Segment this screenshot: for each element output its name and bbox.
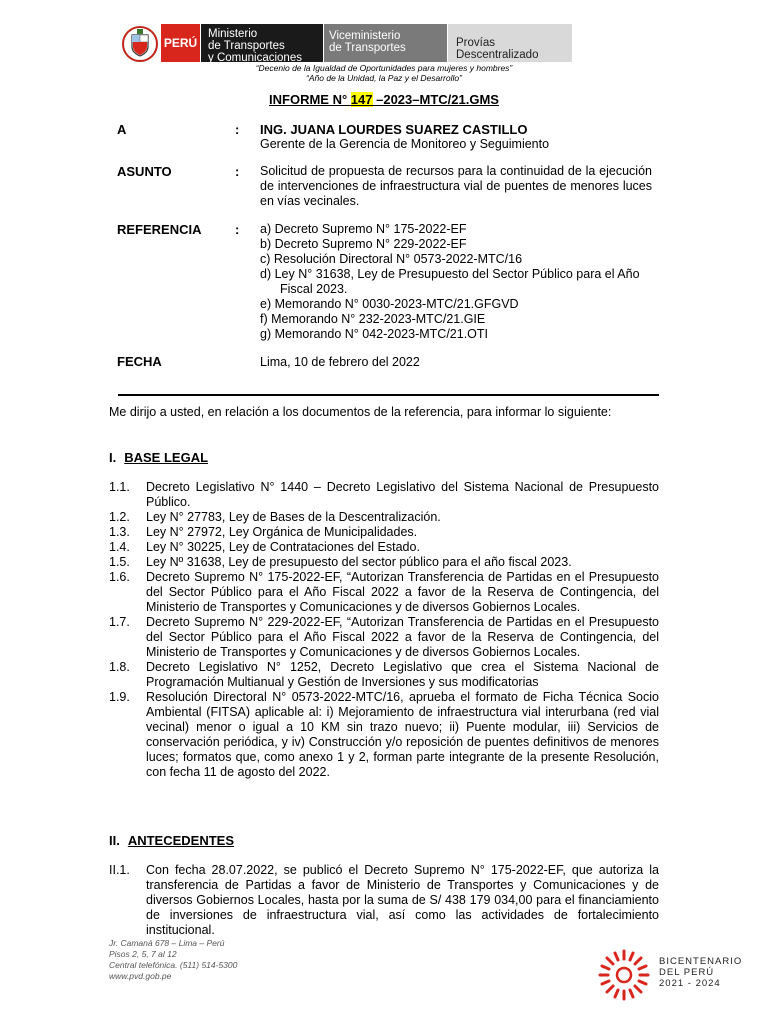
address-line: Jr. Camaná 678 – Lima – Perú (109, 938, 225, 948)
item-number: II.1. (109, 863, 130, 877)
section-title: ANTECEDENTES (127, 833, 235, 848)
reference-item: f) Memorando N° 232-2023-MTC/21.GIE (260, 312, 486, 326)
item-number: 1.8. (109, 660, 130, 674)
item-text: Decreto Supremo N° 175-2022-EF, “Autorizan Transferencia de Partidas en el Presupuesto del Sector Público para el Año Fiscal 2022 a favor de la Reserva de Contingencia, del Ministerio de Transportes y Comunicaciones y de diversos Gobiernos Locales. (146, 570, 659, 614)
vice-line: Viceministerio (329, 30, 401, 42)
bicentenario-line: DEL PERÚ (659, 967, 715, 978)
item-text: Ley Nº 31638, Ley de presupuesto del sector público para el año fiscal 2023. (146, 555, 572, 569)
item-number: 1.2. (109, 510, 130, 524)
colon: : (235, 222, 240, 237)
item-number: 1.4. (109, 540, 130, 554)
antecedentes-list (109, 863, 659, 938)
list-item (109, 570, 659, 615)
asunto-text: Solicitud de propuesta de recursos para la continuidad de la ejecución de intervenciones de infraestructura vial de puentes de menores luces en vías vecinales. (260, 164, 652, 208)
item-text: Decreto Legislativo N° 1252, Decreto Legislativo que crea el Sistema Nacional de Programación Multianual y Gestión de Inversiones y sus modificatorias (146, 660, 659, 689)
item-text: Resolución Directoral N° 0573-2022-MTC/16, aprueba el formato de Ficha Técnica Socio Ambiental (FITSA) aplicable al: i) Mejoramiento de infraestructura vial interurbana (red vial vecinal) menor o igual a 10 KM sin trazo nuevo; ii) Puente modular, iii) Servicios de conservación periódica, y iv) Construcción y/o reposición de puentes definitivos de menores luces; formatos que, como anexo 1 y 2, forman parte integrante de la presente Resolución, con fecha 11 de agosto del 2022. (146, 690, 659, 779)
ministry-logo-block (201, 24, 323, 62)
report-number: 147 (350, 92, 373, 107)
base-legal-list (109, 480, 659, 780)
ministry-line: y Comunicaciones (208, 52, 302, 64)
bicentenario-logo-icon (594, 945, 654, 1005)
provias-line: Descentralizado (456, 49, 539, 61)
reference-item: d) Ley N° 31638, Ley de Presupuesto del Sector Público para el Año Fiscal 2023. (260, 267, 640, 296)
item-number: 1.9. (109, 690, 130, 704)
ministry-line: Ministerio (208, 28, 258, 40)
list-item (109, 615, 659, 660)
list-item (109, 525, 659, 540)
recipient-role: Gerente de la Gerencia de Monitoreo y Seguimiento (260, 137, 550, 151)
reference-item: a) Decreto Supremo N° 175-2022-EF (260, 222, 467, 236)
address-line: Pisos 2, 5, 7 al 12 (109, 949, 177, 959)
section-number: II. (109, 833, 120, 848)
section-heading-base-legal (109, 450, 208, 465)
website-line: www.pvd.gob.pe (109, 971, 172, 981)
section-number: I. (109, 450, 117, 465)
peru-logo-block (161, 24, 200, 62)
list-item (109, 660, 659, 690)
reference-item: c) Resolución Directoral N° 0573-2022-MTC/16 (260, 252, 523, 266)
intro-paragraph: Me dirijo a usted, en relación a los documentos de la referencia, para informar lo siguiente: (109, 405, 612, 419)
footer-address (109, 938, 237, 982)
label-a: A (117, 122, 127, 137)
list-item (109, 540, 659, 555)
item-text: Decreto Supremo N° 229-2022-EF, “Autorizan Transferencia de Partidas en el Presupuesto del Sector Público para el Año Fiscal 2022 a favor de la Reserva de Contingencia, del Ministerio de Transportes y Comunicaciones y de diversos Gobiernos Locales. (146, 615, 659, 659)
bicentenario-line: 2021 - 2024 (659, 978, 721, 989)
label-asunto: ASUNTO (117, 164, 172, 179)
label-referencia: REFERENCIA (117, 222, 202, 237)
recipient-name: ING. JUANA LOURDES SUAREZ CASTILLO (260, 122, 528, 137)
title-prefix: INFORME N° (269, 92, 351, 107)
section-title: BASE LEGAL (124, 450, 209, 465)
bicentenario-line: BICENTENARIO (659, 956, 743, 967)
slogan-line-1: “Decenio de la Igualdad de Oportunidades para mujeres y hombres” (255, 63, 513, 73)
list-item (109, 480, 659, 510)
reference-item: b) Decreto Supremo N° 229-2022-EF (260, 237, 467, 251)
item-text: Con fecha 28.07.2022, se publicó el Decreto Supremo N° 175-2022-EF, que autoriza la transferencia de Partidas a favor de Ministerio de Transportes y Comunicaciones y de diversos Gobiernos Locales, hasta por la suma de S/ 438 179 034,00 para el financiamiento de inversiones de infraestructura vial, así como las actividades de fortalecimiento institucional. (146, 863, 659, 937)
item-number: 1.5. (109, 555, 130, 569)
title-suffix: –2023–MTC/21.GMS (372, 92, 499, 107)
report-title (0, 92, 768, 107)
list-item (109, 863, 659, 938)
divider (118, 394, 659, 396)
item-number: 1.6. (109, 570, 130, 584)
item-number: 1.3. (109, 525, 130, 539)
provias-logo-block (448, 24, 572, 62)
item-text: Decreto Legislativo N° 1440 – Decreto Legislativo del Sistema Nacional de Presupuesto Público. (146, 480, 659, 509)
item-number: 1.7. (109, 615, 130, 629)
ministry-line: de Transportes (208, 40, 285, 52)
provias-line: Provías (456, 37, 495, 49)
address-line: Central telefónica. (511) 514-5300 (109, 960, 238, 970)
item-text: Ley N° 27783, Ley de Bases de la Descentralización. (146, 510, 441, 524)
list-item (109, 510, 659, 525)
reference-item: e) Memorando N° 0030-2023-MTC/21.GFGVD (260, 297, 519, 311)
label-fecha: FECHA (117, 354, 162, 369)
reference-item: g) Memorando N° 042-2023-MTC/21.OTI (260, 327, 489, 341)
bicentenario-text (659, 956, 742, 989)
item-text: Ley N° 30225, Ley de Contrataciones del Estado. (146, 540, 420, 554)
colon: : (235, 122, 240, 137)
section-heading-antecedentes (109, 833, 234, 848)
colon: : (235, 164, 240, 179)
item-number: 1.1. (109, 480, 130, 494)
vice-line: de Transportes (329, 42, 406, 54)
fecha-text: Lima, 10 de febrero del 2022 (260, 355, 420, 369)
peru-label: PERÚ (163, 36, 198, 50)
reference-list (260, 222, 660, 342)
slogan-line-2: “Año de la Unidad, la Paz y el Desarrollo” (306, 73, 462, 83)
item-text: Ley N° 27972, Ley Orgánica de Municipalidades. (146, 525, 418, 539)
list-item (109, 555, 659, 570)
coat-of-arms-icon (120, 24, 160, 64)
vice-ministry-logo-block (324, 24, 447, 62)
list-item (109, 690, 659, 780)
